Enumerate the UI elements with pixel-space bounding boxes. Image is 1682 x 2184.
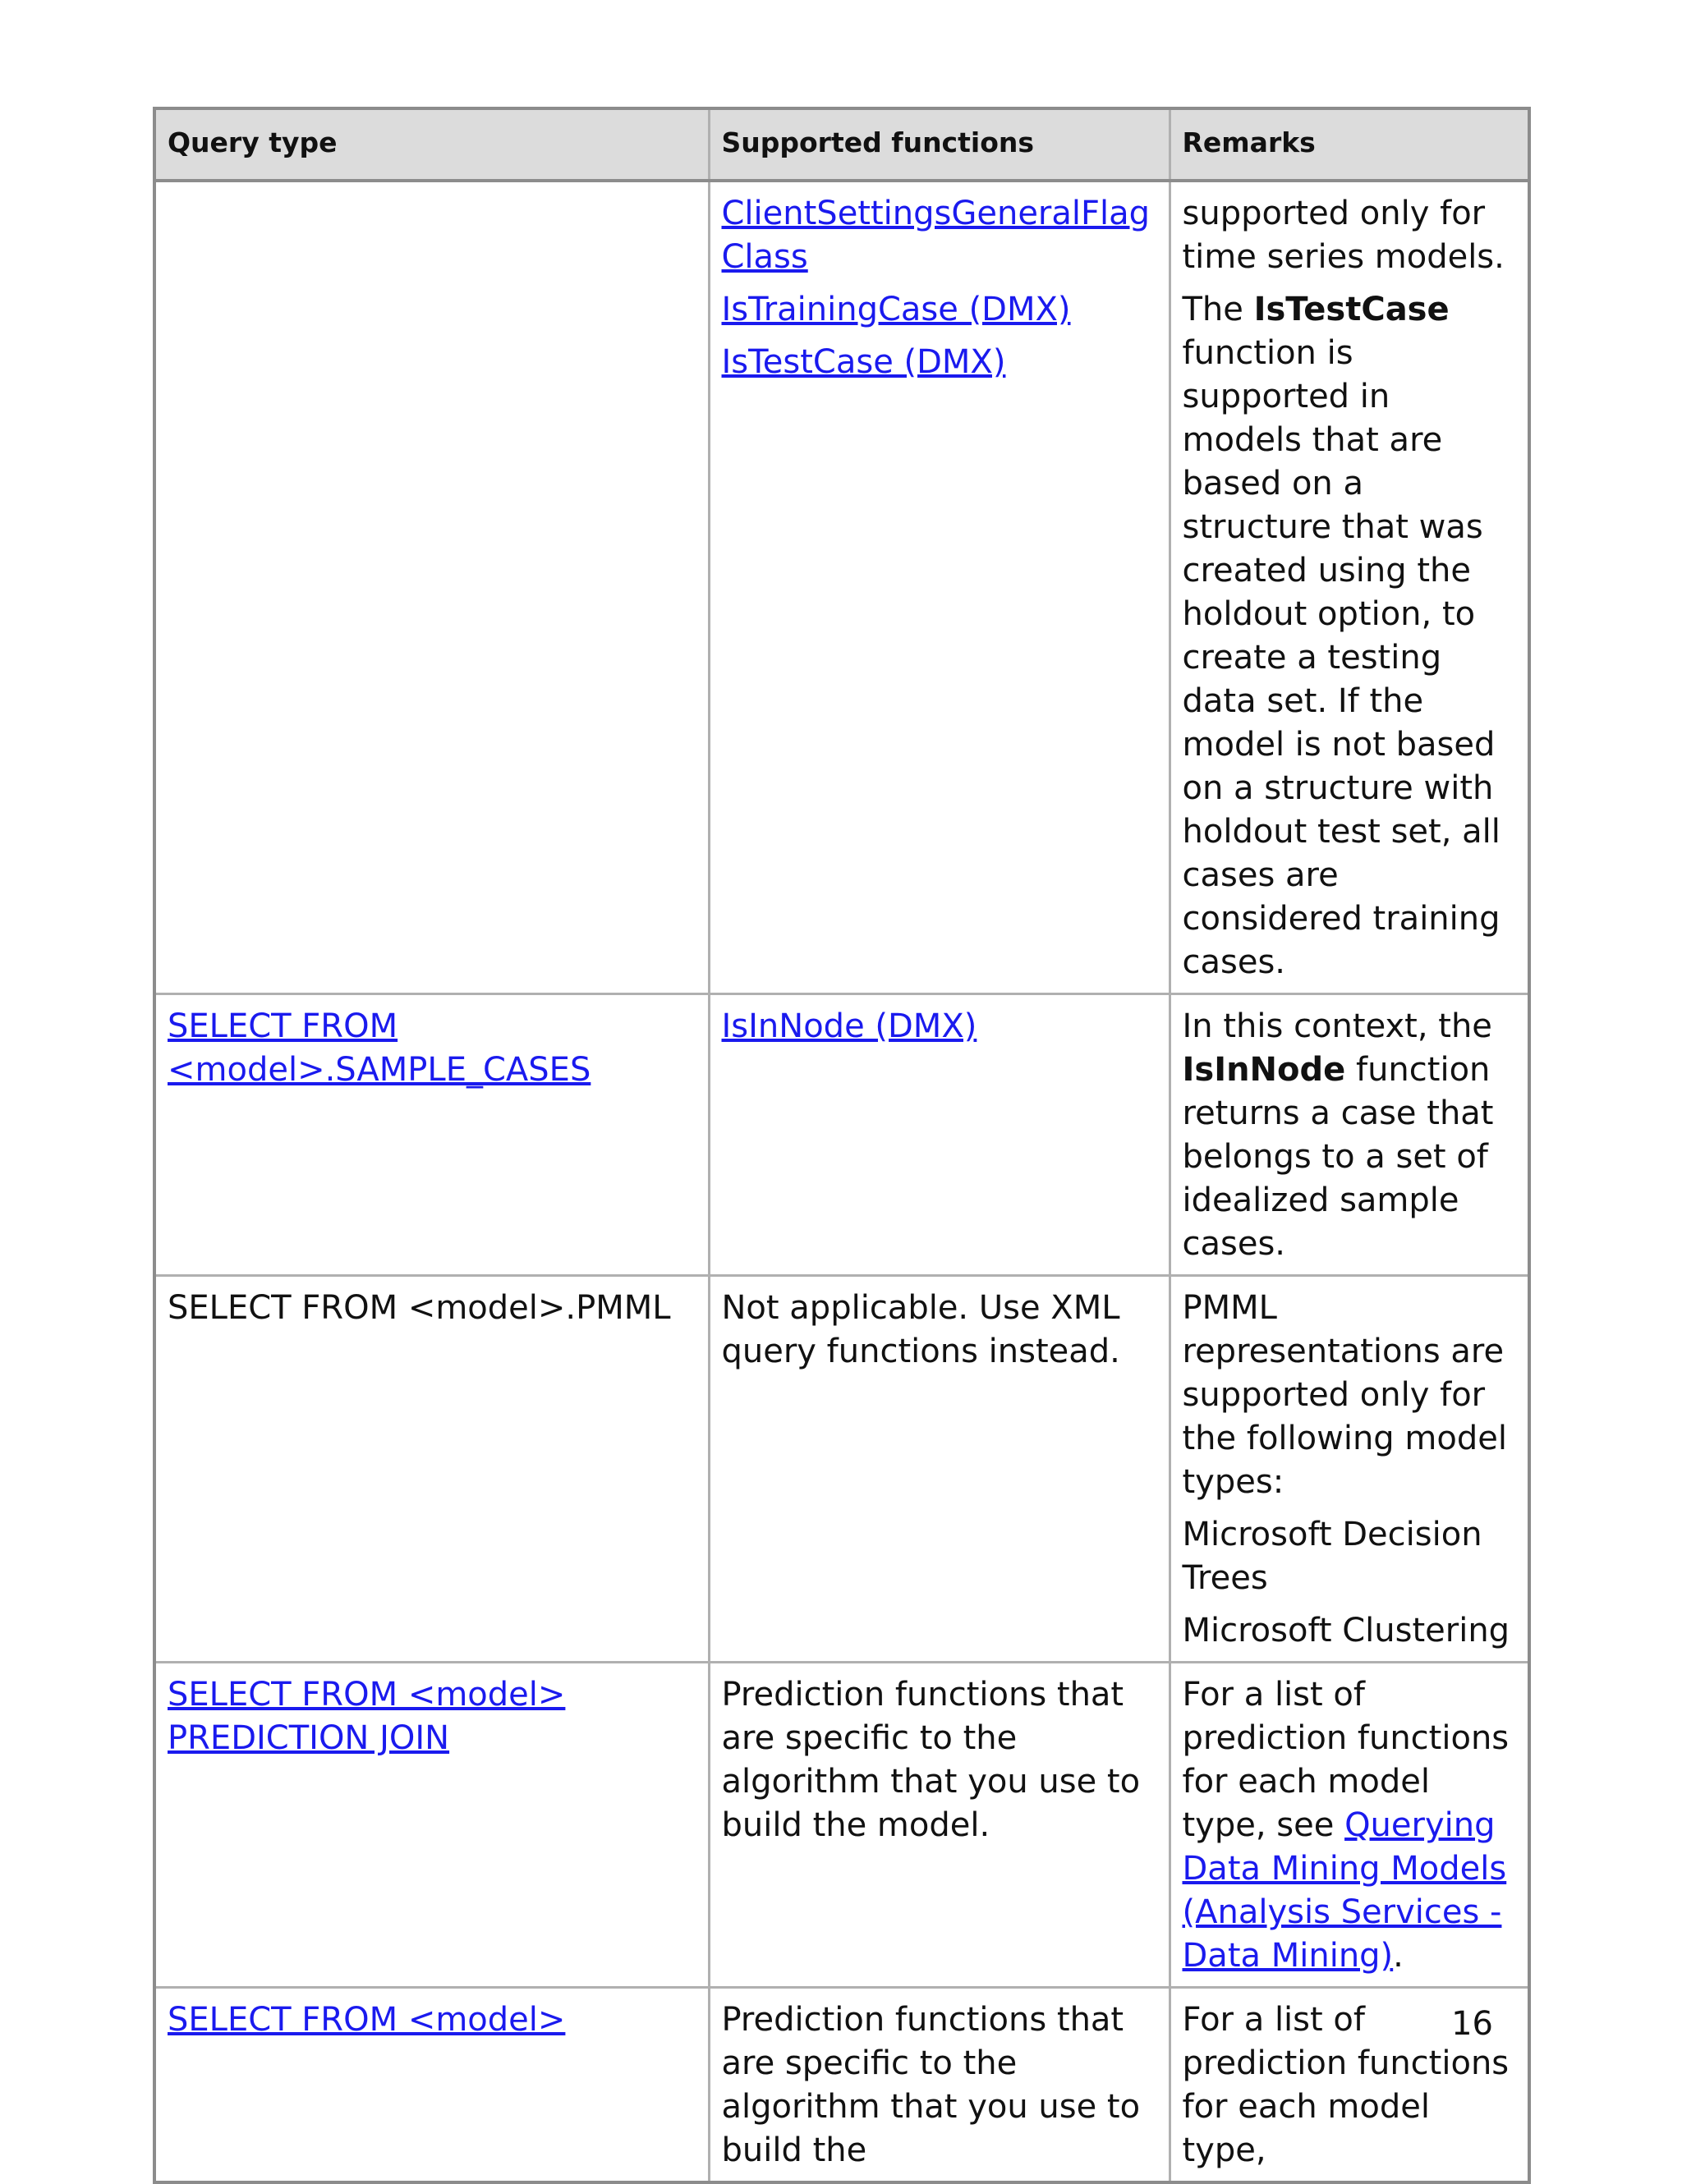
query-type-cell: SELECT FROM <model>.PMML	[154, 1276, 709, 1663]
remark-text-part: In this context, the	[1182, 1007, 1492, 1045]
remark-text: supported only for time series models.	[1182, 195, 1505, 276]
supported-functions-cell: Not applicable. Use XML query functions instead.	[709, 1276, 1170, 1663]
remarks-cell	[1170, 1276, 1529, 1663]
supported-functions-cell: Prediction functions that are specific to the algorithm that you use to build the model.	[709, 1663, 1170, 1988]
link-isinnode[interactable]: IsInNode (DMX)	[721, 1007, 977, 1045]
remark-text	[1183, 1673, 1517, 1978]
table-row	[154, 1663, 1529, 1988]
remark-text-part: The	[1182, 291, 1254, 328]
header-remarks: Remarks	[1170, 108, 1529, 181]
link-select-from-prediction-join[interactable]: SELECT FROM <model> PREDICTION JOIN	[168, 1676, 566, 1757]
link-istrainingcase[interactable]: IsTrainingCase (DMX)	[721, 291, 1071, 328]
link-querying-data-mining-models[interactable]: Querying Data Mining Models (Analysis Services - Data Mining)	[1182, 1806, 1507, 1975]
remarks-cell	[1170, 994, 1529, 1276]
link-select-from-model[interactable]: SELECT FROM <model>	[168, 2001, 566, 2039]
query-type-cell	[154, 994, 709, 1276]
header-query-type: Query type	[154, 108, 709, 181]
table-header-row	[154, 108, 1529, 181]
link-istestcase[interactable]: IsTestCase (DMX)	[721, 343, 1006, 381]
table-row	[154, 1988, 1529, 2183]
remark-text-part: .	[1393, 1937, 1404, 1975]
remarks-cell	[1170, 181, 1529, 994]
page-number: 16	[1451, 2005, 1493, 2043]
remark-text-part: function returns a case that belongs to a set of idealized sample cases.	[1182, 1051, 1494, 1263]
table-row	[154, 1276, 1529, 1663]
remarks-cell	[1170, 1663, 1529, 1988]
remark-text	[1183, 1005, 1517, 1266]
remark-text: PMML representations are supported only for the following model types:	[1182, 1289, 1507, 1501]
model-type-decision-trees: Microsoft Decision Trees	[1182, 1516, 1482, 1597]
query-type-cell	[154, 1988, 709, 2183]
remark-text	[1183, 288, 1517, 984]
remarks-cell: For a list of prediction functions for each model type,	[1170, 1988, 1529, 2183]
supported-functions-cell: Prediction functions that are specific to the algorithm that you use to build the	[709, 1988, 1170, 2183]
query-type-cell	[154, 181, 709, 994]
function-name-bold: IsTestCase	[1253, 291, 1450, 328]
supported-functions-cell	[709, 181, 1170, 994]
table-row	[154, 181, 1529, 994]
header-supported-functions: Supported functions	[709, 108, 1170, 181]
link-select-from-sample-cases[interactable]: SELECT FROM <model>.SAMPLE_CASES	[168, 1007, 591, 1089]
table-row	[154, 994, 1529, 1276]
query-type-cell	[154, 1663, 709, 1988]
query-functions-table	[153, 107, 1531, 2184]
remark-text-part: function is supported in models that are based on a structure that was created using the holdout option, to create a testing data set. If the model is not based on a structure with holdout test set, all cases are considered training cases.	[1182, 334, 1500, 981]
function-name-bold: IsInNode	[1182, 1051, 1346, 1089]
remark-text-part: For a list of prediction functions for each model type, see	[1182, 1676, 1510, 1844]
model-type-clustering: Microsoft Clustering	[1182, 1612, 1510, 1649]
supported-functions-cell	[709, 994, 1170, 1276]
link-clientsettingsgeneralflag-class[interactable]: ClientSettingsGeneralFlag Class	[721, 195, 1151, 276]
